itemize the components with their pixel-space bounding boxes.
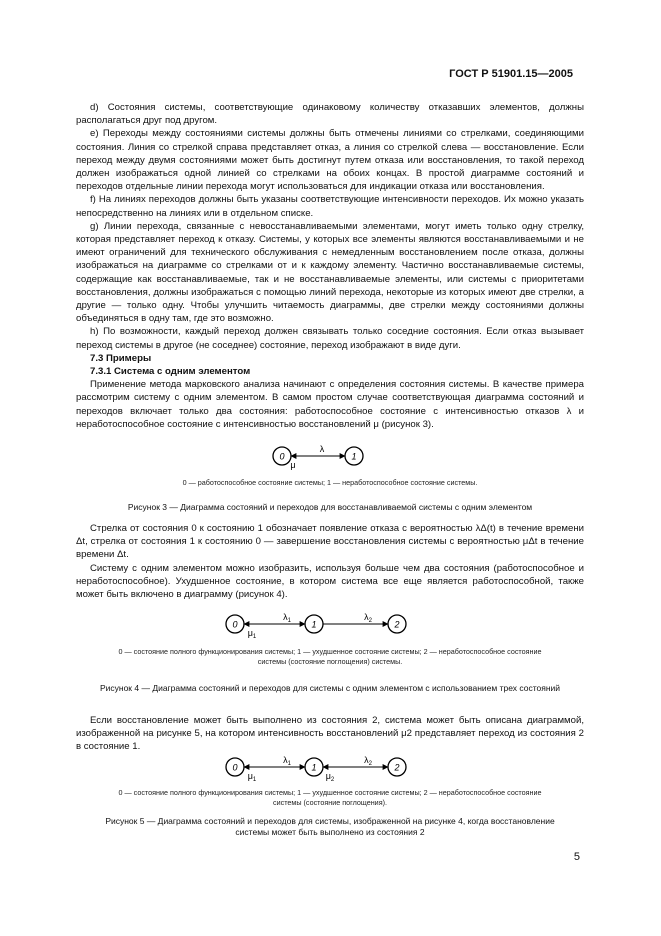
paragraph-d: d) Состояния системы, соответствующие одинаковому количеству отказавших элементов, должны располагаться друг под другом.	[76, 102, 584, 127]
paragraph-f: f) На линиях переходов должны быть указаны соответствующие интенсивности переходов. Их можно указать непосредственно на линиях или в отдельном списке.	[76, 194, 584, 219]
mu-1-label: $\mu_1$	[247, 771, 257, 783]
lambda-label: λ	[319, 444, 325, 454]
figure-5-diagram	[222, 754, 412, 786]
lambda-1-label: $\lambda_1$	[283, 612, 291, 624]
document-header: ГОСТ Р 51901.15—2005	[449, 68, 573, 80]
paragraph-h: h) По возможности, каждый переход должен связывать только соседние состояния. Если отказ вызывает переход системы в другое (не соседнее) состояние, переход изображают в виде дуги.	[76, 326, 584, 351]
figure-4-legend-line-2: системы (состояние поглощения) системы.	[257, 657, 403, 666]
lambda-2-label: $\lambda_2$	[364, 612, 372, 624]
mu-1-label: $\mu_1$	[247, 628, 257, 640]
figure-5-title-line-2: системы может быть выполнено из состояния 2	[235, 827, 425, 837]
figure-5-title-line-1: Рисунок 5 — Диаграмма состояний и переходов для системы, изображенной на рисунке 4, когда восстановление	[105, 816, 555, 826]
figure-5-title	[30, 816, 630, 838]
state-0-label: 0	[232, 762, 238, 773]
paragraph-fig4: Если восстановление может быть выполнено из состояния 2, система может быть описана диаграммой, изображенной на рисунке 5, на котором интенсивность восстановлений μ2 представляет переход из состояния 2 в состояние 1.	[76, 715, 584, 753]
lambda-1-label: $\lambda_1$	[283, 755, 291, 767]
figure-3-legend: 0 — работоспособное состояние системы; 1 — неработоспособное состояние системы.	[182, 478, 478, 487]
mu-label: μ	[290, 460, 296, 470]
paragraph-g: g) Линии перехода, связанные с невосстанавливаемыми элементами, могут иметь только одну стрелку, которая представляет переход к отказу. Системы, у которых все элементы являются восстанавливаемыми и не имеют ограничений для технического обслуживания с немедленным восстановлением после отказа, должны изображаться на диаграмме со стрелками от и к каждому элементу. Частично восстанавливаемые системы, содержащие как восстанавливаемые, так и не восстанавливаемые элементы, или системы с приоритетами восстановления, должны изображаться с помощью линий перехода, некоторые из которых имеют две стрелки, а другие — только одну. Чтобы улучшить читаемость диаграммы, две стрелки между состояниями должны объединяться в одну там, где это возможно.	[76, 220, 584, 325]
paragraph-fig3-transition: Стрелка от состояния 0 к состоянию 1 обозначает появление отказа с вероятностью λΔ(t) в течение времени Δt, стрелка от состояния 1 к состоянию 0 — завершение восстановления системы с вероятностью μΔt в течение времени Δt.	[76, 523, 584, 561]
section-heading-examples: 7.3 Примеры	[90, 352, 152, 364]
paragraph-fig3-degraded: Систему с одним элементом можно изобразить, используя больше чем два состояния (работоспособное и неработоспособное). Ухудшенное состояние, в котором система все еще является работоспособной, также может быть включено в диаграмму (рисунок 4).	[76, 562, 584, 601]
figure-4-title: Рисунок 4 — Диаграмма состояний и переходов для системы с одним элементом с использованием трех состояний	[99, 683, 561, 693]
section-heading-single-element: 7.3.1 Система с одним элементом	[90, 366, 251, 378]
body-text-fig3	[76, 522, 584, 601]
paragraph-e: e) Переходы между состояниями системы должны быть отмечены линиями со стрелками, соединяющими состояния. Линия со стрелкой справа представляет отказ, а линия со стрелкой слева — восстановление. Если переход между двумя состояниями может быть достигнут путем отказа или восстановления, то такой переход должен изображаться одной линией со стрелками на обоих концах. В простой диаграмме состояний и переходов отдельные линии перехода могут использоваться для индикации отказа или восстановления.	[76, 128, 584, 193]
state-1-label: 1	[311, 619, 317, 630]
mu-2-label: $\mu_2$	[325, 771, 335, 783]
figure-4-diagram	[222, 611, 412, 641]
state-0-label: 0	[279, 451, 285, 462]
figure-3-title: Рисунок 3 — Диаграмма состояний и переходов для восстанавливаемой системы с одним элементом	[127, 502, 533, 512]
paragraph-intro: Применение метода марковского анализа начинают с определения состояния системы. В качестве примера рассмотрим систему с одним элементом. В самом простом случае соответствующая диаграмма состояний и переходов включает только два состояния: работоспособное состояние с интенсивностью отказов λ и неработоспособное состояние с интенсивностью восстановлений μ (рисунок 3).	[76, 379, 584, 430]
state-1-label: 1	[351, 451, 357, 462]
figure-5-legend	[40, 788, 620, 808]
state-2-label: 2	[394, 619, 400, 630]
figure-4-legend-line-1: 0 — состояние полного функционирования системы; 1 — ухудшенное состояние системы; 2 — неработоспособное состояние	[118, 647, 542, 656]
figure-5-legend-line-2: системы (состояние поглощения).	[273, 798, 387, 807]
body-text-fig4	[76, 714, 584, 754]
state-2-label: 2	[394, 762, 400, 773]
figure-4-legend	[40, 647, 620, 667]
lambda-2-label: $\lambda_2$	[364, 755, 372, 767]
figure-5-legend-line-1: 0 — состояние полного функционирования системы; 1 — ухудшенное состояние системы; 2 — неработоспособное состояние	[118, 788, 542, 797]
figure-3-diagram	[260, 442, 380, 472]
page-number: 5	[573, 851, 580, 863]
state-0-label: 0	[232, 619, 238, 630]
state-1-label: 1	[311, 762, 317, 773]
body-text-top	[76, 101, 584, 431]
